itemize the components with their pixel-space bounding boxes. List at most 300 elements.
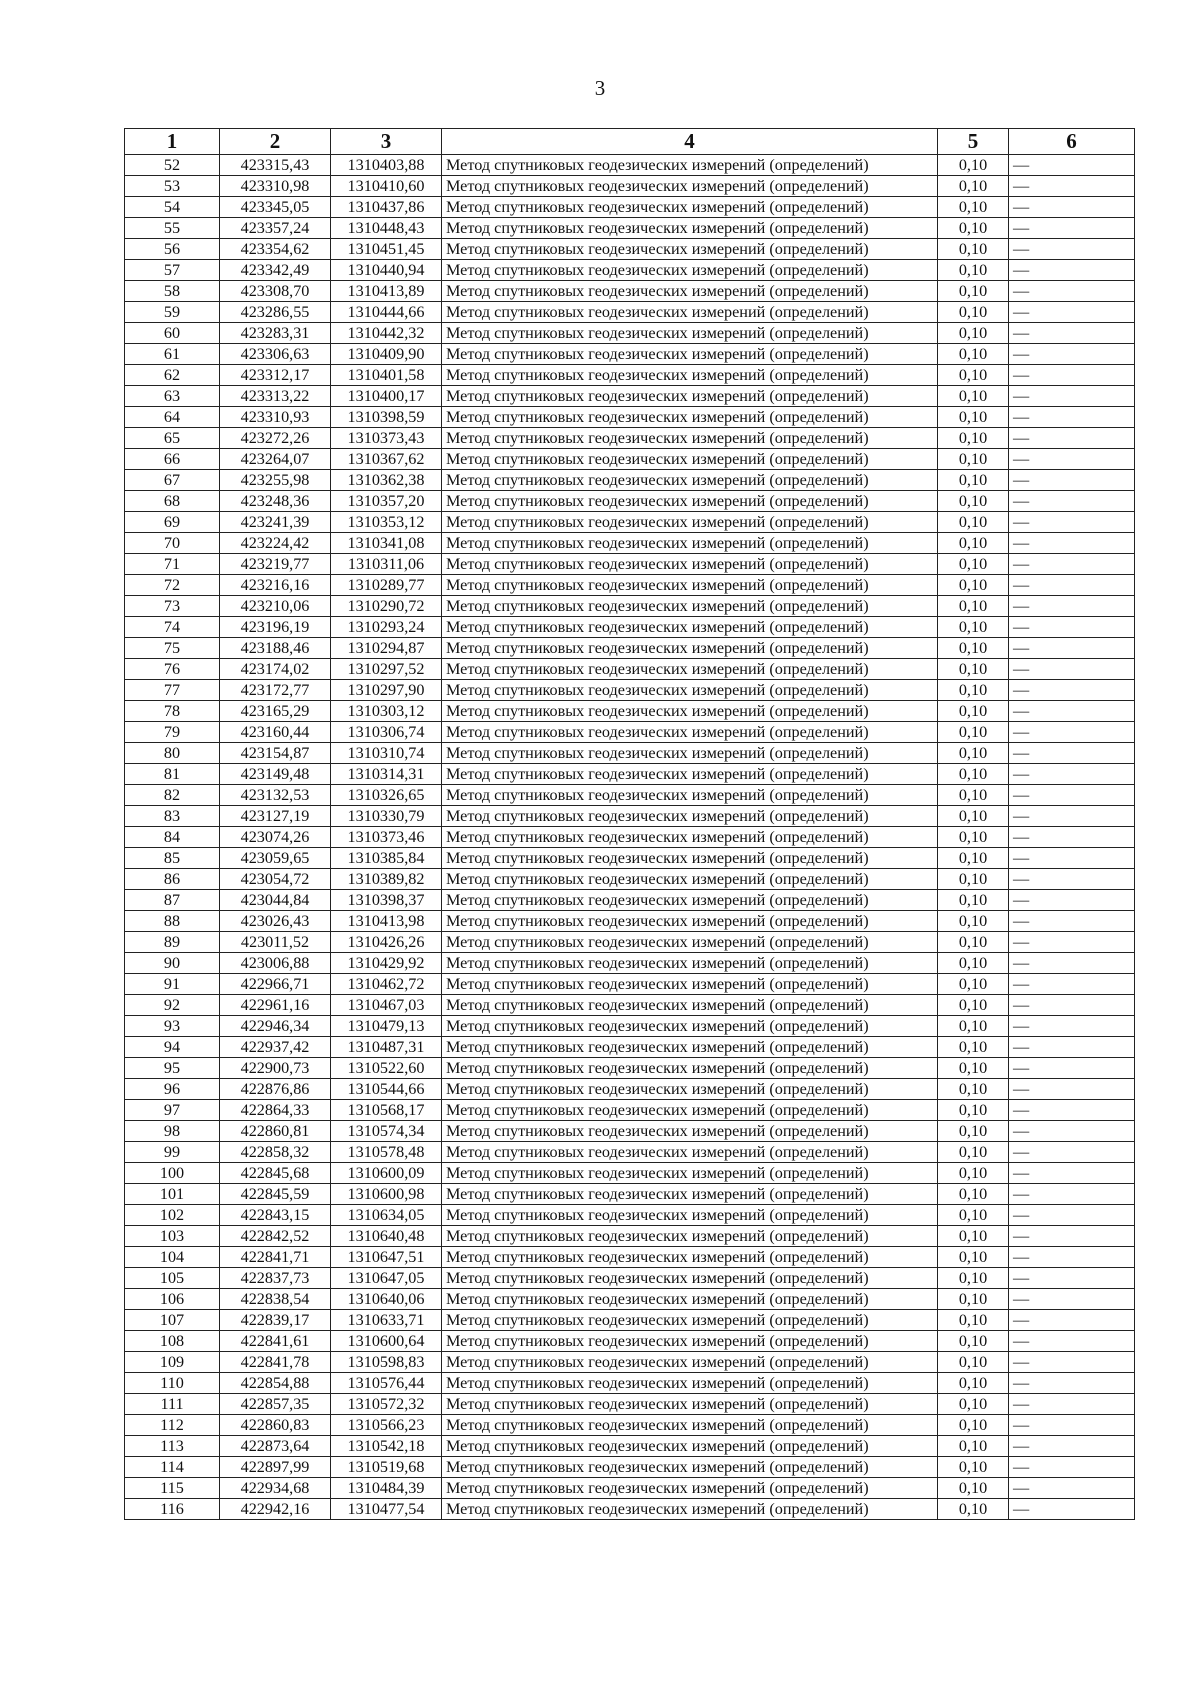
point-number-cell: 115 (125, 1478, 220, 1499)
x-coordinate-cell: 423127,19 (220, 806, 331, 827)
header-col-2: 2 (220, 129, 331, 155)
formula-cell: — (1009, 953, 1135, 974)
accuracy-cell: 0,10 (938, 1331, 1009, 1352)
formula-cell: — (1009, 911, 1135, 932)
point-number-cell: 84 (125, 827, 220, 848)
x-coordinate-cell: 423074,26 (220, 827, 331, 848)
method-cell: Метод спутниковых геодезических измерений (определений) (442, 1079, 938, 1100)
accuracy-cell: 0,10 (938, 995, 1009, 1016)
method-cell: Метод спутниковых геодезических измерений (определений) (442, 1142, 938, 1163)
method-cell: Метод спутниковых геодезических измерений (определений) (442, 701, 938, 722)
formula-cell: — (1009, 533, 1135, 554)
accuracy-cell: 0,10 (938, 302, 1009, 323)
y-coordinate-cell: 1310429,92 (331, 953, 442, 974)
accuracy-cell: 0,10 (938, 1268, 1009, 1289)
point-number-cell: 66 (125, 449, 220, 470)
y-coordinate-cell: 1310437,86 (331, 197, 442, 218)
table-header-row (125, 129, 1135, 155)
method-cell: Метод спутниковых геодезических измерений (определений) (442, 1247, 938, 1268)
point-number-cell: 54 (125, 197, 220, 218)
table-row (125, 701, 1135, 722)
formula-cell: — (1009, 1478, 1135, 1499)
table-row (125, 1457, 1135, 1478)
accuracy-cell: 0,10 (938, 386, 1009, 407)
accuracy-cell: 0,10 (938, 701, 1009, 722)
header-col-3: 3 (331, 129, 442, 155)
y-coordinate-cell: 1310400,17 (331, 386, 442, 407)
x-coordinate-cell: 423132,53 (220, 785, 331, 806)
accuracy-cell: 0,10 (938, 155, 1009, 176)
x-coordinate-cell: 423188,46 (220, 638, 331, 659)
accuracy-cell: 0,10 (938, 1457, 1009, 1478)
y-coordinate-cell: 1310409,90 (331, 344, 442, 365)
method-cell: Метод спутниковых геодезических измерений (определений) (442, 1289, 938, 1310)
point-number-cell: 71 (125, 554, 220, 575)
x-coordinate-cell: 423174,02 (220, 659, 331, 680)
x-coordinate-cell: 422937,42 (220, 1037, 331, 1058)
formula-cell: — (1009, 512, 1135, 533)
point-number-cell: 62 (125, 365, 220, 386)
formula-cell: — (1009, 449, 1135, 470)
x-coordinate-cell: 422838,54 (220, 1289, 331, 1310)
method-cell: Метод спутниковых геодезических измерений (определений) (442, 407, 938, 428)
point-number-cell: 58 (125, 281, 220, 302)
y-coordinate-cell: 1310462,72 (331, 974, 442, 995)
formula-cell: — (1009, 995, 1135, 1016)
accuracy-cell: 0,10 (938, 785, 1009, 806)
y-coordinate-cell: 1310401,58 (331, 365, 442, 386)
point-number-cell: 63 (125, 386, 220, 407)
point-number-cell: 56 (125, 239, 220, 260)
formula-cell: — (1009, 932, 1135, 953)
method-cell: Метод спутниковых геодезических измерений (определений) (442, 890, 938, 911)
table-row (125, 1205, 1135, 1226)
point-number-cell: 92 (125, 995, 220, 1016)
accuracy-cell: 0,10 (938, 218, 1009, 239)
header-col-4: 4 (442, 129, 938, 155)
x-coordinate-cell: 422841,71 (220, 1247, 331, 1268)
header-col-6: 6 (1009, 129, 1135, 155)
accuracy-cell: 0,10 (938, 827, 1009, 848)
table-row (125, 743, 1135, 764)
table-row (125, 911, 1135, 932)
table-row (125, 1121, 1135, 1142)
point-number-cell: 70 (125, 533, 220, 554)
accuracy-cell: 0,10 (938, 491, 1009, 512)
y-coordinate-cell: 1310519,68 (331, 1457, 442, 1478)
formula-cell: — (1009, 386, 1135, 407)
table-row (125, 365, 1135, 386)
point-number-cell: 99 (125, 1142, 220, 1163)
x-coordinate-cell: 423160,44 (220, 722, 331, 743)
table-row (125, 1289, 1135, 1310)
y-coordinate-cell: 1310398,59 (331, 407, 442, 428)
point-number-cell: 91 (125, 974, 220, 995)
table-row (125, 1016, 1135, 1037)
accuracy-cell: 0,10 (938, 848, 1009, 869)
header-col-5: 5 (938, 129, 1009, 155)
method-cell: Метод спутниковых геодезических измерений (определений) (442, 281, 938, 302)
formula-cell: — (1009, 806, 1135, 827)
x-coordinate-cell: 422860,83 (220, 1415, 331, 1436)
formula-cell: — (1009, 1331, 1135, 1352)
y-coordinate-cell: 1310522,60 (331, 1058, 442, 1079)
x-coordinate-cell: 423216,16 (220, 575, 331, 596)
y-coordinate-cell: 1310544,66 (331, 1079, 442, 1100)
method-cell: Метод спутниковых геодезических измерений (определений) (442, 764, 938, 785)
table-row (125, 932, 1135, 953)
table-row (125, 1184, 1135, 1205)
accuracy-cell: 0,10 (938, 449, 1009, 470)
method-cell: Метод спутниковых геодезических измерений (определений) (442, 365, 938, 386)
point-number-cell: 89 (125, 932, 220, 953)
accuracy-cell: 0,10 (938, 407, 1009, 428)
x-coordinate-cell: 422946,34 (220, 1016, 331, 1037)
accuracy-cell: 0,10 (938, 260, 1009, 281)
x-coordinate-cell: 423342,49 (220, 260, 331, 281)
point-number-cell: 86 (125, 869, 220, 890)
y-coordinate-cell: 1310444,66 (331, 302, 442, 323)
formula-cell: — (1009, 1499, 1135, 1520)
method-cell: Метод спутниковых геодезических измерений (определений) (442, 1121, 938, 1142)
method-cell: Метод спутниковых геодезических измерений (определений) (442, 785, 938, 806)
method-cell: Метод спутниковых геодезических измерений (определений) (442, 743, 938, 764)
method-cell: Метод спутниковых геодезических измерений (определений) (442, 323, 938, 344)
point-number-cell: 61 (125, 344, 220, 365)
y-coordinate-cell: 1310442,32 (331, 323, 442, 344)
method-cell: Метод спутниковых геодезических измерений (определений) (442, 1310, 938, 1331)
y-coordinate-cell: 1310568,17 (331, 1100, 442, 1121)
x-coordinate-cell: 422873,64 (220, 1436, 331, 1457)
method-cell: Метод спутниковых геодезических измерений (определений) (442, 533, 938, 554)
point-number-cell: 101 (125, 1184, 220, 1205)
y-coordinate-cell: 1310385,84 (331, 848, 442, 869)
formula-cell: — (1009, 1310, 1135, 1331)
table-row (125, 680, 1135, 701)
table-body (125, 155, 1135, 1520)
y-coordinate-cell: 1310440,94 (331, 260, 442, 281)
method-cell: Метод спутниковых геодезических измерений (определений) (442, 197, 938, 218)
y-coordinate-cell: 1310341,08 (331, 533, 442, 554)
page-number: 3 (594, 76, 606, 100)
method-cell: Метод спутниковых геодезических измерений (определений) (442, 1457, 938, 1478)
x-coordinate-cell: 422934,68 (220, 1478, 331, 1499)
table-row (125, 218, 1135, 239)
x-coordinate-cell: 423026,43 (220, 911, 331, 932)
formula-cell: — (1009, 239, 1135, 260)
table-row (125, 554, 1135, 575)
y-coordinate-cell: 1310634,05 (331, 1205, 442, 1226)
x-coordinate-cell: 423310,93 (220, 407, 331, 428)
formula-cell: — (1009, 1100, 1135, 1121)
x-coordinate-cell: 423006,88 (220, 953, 331, 974)
method-cell: Метод спутниковых геодезических измерений (определений) (442, 386, 938, 407)
table-row (125, 617, 1135, 638)
method-cell: Метод спутниковых геодезических измерений (определений) (442, 638, 938, 659)
method-cell: Метод спутниковых геодезических измерений (определений) (442, 302, 938, 323)
point-number-cell: 77 (125, 680, 220, 701)
method-cell: Метод спутниковых геодезических измерений (определений) (442, 1205, 938, 1226)
table-row (125, 659, 1135, 680)
table-row (125, 1310, 1135, 1331)
method-cell: Метод спутниковых геодезических измерений (определений) (442, 911, 938, 932)
x-coordinate-cell: 422837,73 (220, 1268, 331, 1289)
y-coordinate-cell: 1310362,38 (331, 470, 442, 491)
point-number-cell: 113 (125, 1436, 220, 1457)
method-cell: Метод спутниковых геодезических измерений (определений) (442, 848, 938, 869)
x-coordinate-cell: 423165,29 (220, 701, 331, 722)
accuracy-cell: 0,10 (938, 470, 1009, 491)
method-cell: Метод спутниковых геодезических измерений (определений) (442, 1352, 938, 1373)
y-coordinate-cell: 1310413,98 (331, 911, 442, 932)
accuracy-cell: 0,10 (938, 533, 1009, 554)
table-row (125, 1100, 1135, 1121)
table-row (125, 1268, 1135, 1289)
x-coordinate-cell: 423283,31 (220, 323, 331, 344)
table-row (125, 1142, 1135, 1163)
table-row (125, 575, 1135, 596)
accuracy-cell: 0,10 (938, 869, 1009, 890)
method-cell: Метод спутниковых геодезических измерений (определений) (442, 1226, 938, 1247)
formula-cell: — (1009, 554, 1135, 575)
formula-cell: — (1009, 218, 1135, 239)
y-coordinate-cell: 1310572,32 (331, 1394, 442, 1415)
accuracy-cell: 0,10 (938, 281, 1009, 302)
point-number-cell: 69 (125, 512, 220, 533)
method-cell: Метод спутниковых геодезических измерений (определений) (442, 449, 938, 470)
formula-cell: — (1009, 1289, 1135, 1310)
y-coordinate-cell: 1310467,03 (331, 995, 442, 1016)
x-coordinate-cell: 423054,72 (220, 869, 331, 890)
table-row (125, 323, 1135, 344)
table-row (125, 1499, 1135, 1520)
accuracy-cell: 0,10 (938, 344, 1009, 365)
y-coordinate-cell: 1310403,88 (331, 155, 442, 176)
method-cell: Метод спутниковых геодезических измерений (определений) (442, 239, 938, 260)
x-coordinate-cell: 422966,71 (220, 974, 331, 995)
y-coordinate-cell: 1310633,71 (331, 1310, 442, 1331)
formula-cell: — (1009, 575, 1135, 596)
accuracy-cell: 0,10 (938, 1184, 1009, 1205)
point-number-cell: 82 (125, 785, 220, 806)
x-coordinate-cell: 423059,65 (220, 848, 331, 869)
method-cell: Метод спутниковых геодезических измерений (определений) (442, 554, 938, 575)
table-row (125, 764, 1135, 785)
table-row (125, 1373, 1135, 1394)
point-number-cell: 76 (125, 659, 220, 680)
table-row (125, 176, 1135, 197)
accuracy-cell: 0,10 (938, 743, 1009, 764)
y-coordinate-cell: 1310389,82 (331, 869, 442, 890)
accuracy-cell: 0,10 (938, 554, 1009, 575)
accuracy-cell: 0,10 (938, 680, 1009, 701)
x-coordinate-cell: 423354,62 (220, 239, 331, 260)
y-coordinate-cell: 1310487,31 (331, 1037, 442, 1058)
formula-cell: — (1009, 1226, 1135, 1247)
table-row (125, 1331, 1135, 1352)
x-coordinate-cell: 423286,55 (220, 302, 331, 323)
formula-cell: — (1009, 1142, 1135, 1163)
formula-cell: — (1009, 722, 1135, 743)
accuracy-cell: 0,10 (938, 1352, 1009, 1373)
accuracy-cell: 0,10 (938, 176, 1009, 197)
point-number-cell: 100 (125, 1163, 220, 1184)
formula-cell: — (1009, 974, 1135, 995)
accuracy-cell: 0,10 (938, 1499, 1009, 1520)
method-cell: Метод спутниковых геодезических измерений (определений) (442, 1478, 938, 1499)
accuracy-cell: 0,10 (938, 722, 1009, 743)
y-coordinate-cell: 1310306,74 (331, 722, 442, 743)
x-coordinate-cell: 422841,78 (220, 1352, 331, 1373)
point-number-cell: 72 (125, 575, 220, 596)
table-row (125, 638, 1135, 659)
accuracy-cell: 0,10 (938, 911, 1009, 932)
y-coordinate-cell: 1310647,05 (331, 1268, 442, 1289)
point-number-cell: 52 (125, 155, 220, 176)
point-number-cell: 74 (125, 617, 220, 638)
x-coordinate-cell: 423196,19 (220, 617, 331, 638)
formula-cell: — (1009, 1268, 1135, 1289)
formula-cell: — (1009, 869, 1135, 890)
table-row (125, 1415, 1135, 1436)
x-coordinate-cell: 422858,32 (220, 1142, 331, 1163)
y-coordinate-cell: 1310326,65 (331, 785, 442, 806)
accuracy-cell: 0,10 (938, 428, 1009, 449)
x-coordinate-cell: 422897,99 (220, 1457, 331, 1478)
y-coordinate-cell: 1310294,87 (331, 638, 442, 659)
formula-cell: — (1009, 659, 1135, 680)
point-number-cell: 88 (125, 911, 220, 932)
table-row (125, 1436, 1135, 1457)
formula-cell: — (1009, 701, 1135, 722)
table-row (125, 995, 1135, 1016)
table-row (125, 302, 1135, 323)
point-number-cell: 98 (125, 1121, 220, 1142)
formula-cell: — (1009, 1373, 1135, 1394)
formula-cell: — (1009, 323, 1135, 344)
y-coordinate-cell: 1310477,54 (331, 1499, 442, 1520)
point-number-cell: 85 (125, 848, 220, 869)
formula-cell: — (1009, 1247, 1135, 1268)
method-cell: Метод спутниковых геодезических измерений (определений) (442, 1058, 938, 1079)
table-row (125, 449, 1135, 470)
point-number-cell: 55 (125, 218, 220, 239)
point-number-cell: 64 (125, 407, 220, 428)
y-coordinate-cell: 1310484,39 (331, 1478, 442, 1499)
method-cell: Метод спутниковых геодезических измерений (определений) (442, 575, 938, 596)
y-coordinate-cell: 1310330,79 (331, 806, 442, 827)
point-number-cell: 80 (125, 743, 220, 764)
method-cell: Метод спутниковых геодезических измерений (определений) (442, 659, 938, 680)
point-number-cell: 96 (125, 1079, 220, 1100)
y-coordinate-cell: 1310398,37 (331, 890, 442, 911)
method-cell: Метод спутниковых геодезических измерений (определений) (442, 1415, 938, 1436)
formula-cell: — (1009, 680, 1135, 701)
point-number-cell: 53 (125, 176, 220, 197)
point-number-cell: 60 (125, 323, 220, 344)
y-coordinate-cell: 1310413,89 (331, 281, 442, 302)
accuracy-cell: 0,10 (938, 638, 1009, 659)
point-number-cell: 116 (125, 1499, 220, 1520)
y-coordinate-cell: 1310373,46 (331, 827, 442, 848)
method-cell: Метод спутниковых геодезических измерений (определений) (442, 218, 938, 239)
point-number-cell: 81 (125, 764, 220, 785)
point-number-cell: 102 (125, 1205, 220, 1226)
point-number-cell: 108 (125, 1331, 220, 1352)
accuracy-cell: 0,10 (938, 1079, 1009, 1100)
x-coordinate-cell: 423306,63 (220, 344, 331, 365)
y-coordinate-cell: 1310297,90 (331, 680, 442, 701)
table-row (125, 722, 1135, 743)
x-coordinate-cell: 422942,16 (220, 1499, 331, 1520)
y-coordinate-cell: 1310367,62 (331, 449, 442, 470)
table-row (125, 428, 1135, 449)
formula-cell: — (1009, 344, 1135, 365)
x-coordinate-cell: 423313,22 (220, 386, 331, 407)
x-coordinate-cell: 422900,73 (220, 1058, 331, 1079)
formula-cell: — (1009, 848, 1135, 869)
x-coordinate-cell: 423210,06 (220, 596, 331, 617)
accuracy-cell: 0,10 (938, 323, 1009, 344)
y-coordinate-cell: 1310574,34 (331, 1121, 442, 1142)
accuracy-cell: 0,10 (938, 1226, 1009, 1247)
table-row (125, 596, 1135, 617)
point-number-cell: 65 (125, 428, 220, 449)
method-cell: Метод спутниковых геодезических измерений (определений) (442, 344, 938, 365)
method-cell: Метод спутниковых геодезических измерений (определений) (442, 995, 938, 1016)
table-row (125, 533, 1135, 554)
table-row (125, 260, 1135, 281)
table-row (125, 890, 1135, 911)
y-coordinate-cell: 1310426,26 (331, 932, 442, 953)
accuracy-cell: 0,10 (938, 1289, 1009, 1310)
x-coordinate-cell: 422857,35 (220, 1394, 331, 1415)
accuracy-cell: 0,10 (938, 1205, 1009, 1226)
x-coordinate-cell: 423315,43 (220, 155, 331, 176)
formula-cell: — (1009, 155, 1135, 176)
table-row (125, 386, 1135, 407)
accuracy-cell: 0,10 (938, 596, 1009, 617)
formula-cell: — (1009, 197, 1135, 218)
x-coordinate-cell: 423272,26 (220, 428, 331, 449)
method-cell: Метод спутниковых геодезических измерений (определений) (442, 1184, 938, 1205)
table-row (125, 1247, 1135, 1268)
method-cell: Метод спутниковых геодезических измерений (определений) (442, 974, 938, 995)
accuracy-cell: 0,10 (938, 1436, 1009, 1457)
x-coordinate-cell: 423011,52 (220, 932, 331, 953)
formula-cell: — (1009, 827, 1135, 848)
formula-cell: — (1009, 1415, 1135, 1436)
y-coordinate-cell: 1310566,23 (331, 1415, 442, 1436)
y-coordinate-cell: 1310293,24 (331, 617, 442, 638)
formula-cell: — (1009, 1079, 1135, 1100)
x-coordinate-cell: 423044,84 (220, 890, 331, 911)
method-cell: Метод спутниковых геодезических измерений (определений) (442, 155, 938, 176)
x-coordinate-cell: 422842,52 (220, 1226, 331, 1247)
point-number-cell: 93 (125, 1016, 220, 1037)
table-row (125, 848, 1135, 869)
formula-cell: — (1009, 890, 1135, 911)
x-coordinate-cell: 423357,24 (220, 218, 331, 239)
formula-cell: — (1009, 407, 1135, 428)
point-number-cell: 110 (125, 1373, 220, 1394)
method-cell: Метод спутниковых геодезических измерений (определений) (442, 1016, 938, 1037)
formula-cell: — (1009, 1205, 1135, 1226)
table-row (125, 1478, 1135, 1499)
x-coordinate-cell: 422843,15 (220, 1205, 331, 1226)
point-number-cell: 87 (125, 890, 220, 911)
method-cell: Метод спутниковых геодезических измерений (определений) (442, 1163, 938, 1184)
